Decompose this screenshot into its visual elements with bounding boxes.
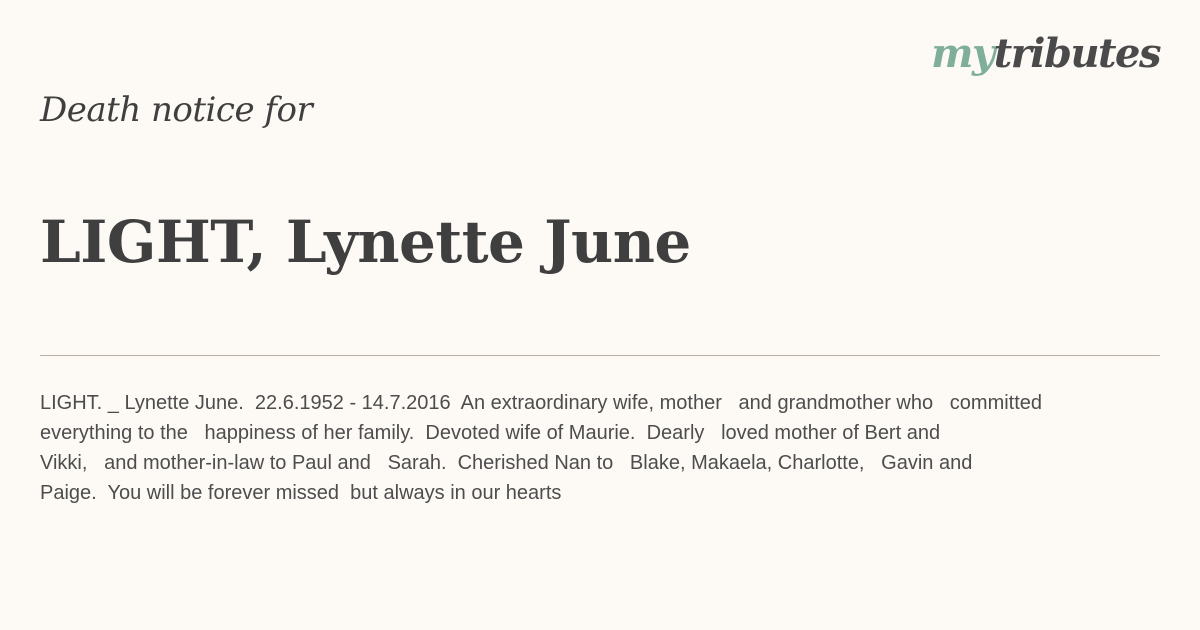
notice-line: LIGHT. _ Lynette June. 22.6.1952 - 14.7.2016 An extraordinary wife, mother and grandmother who committed	[40, 392, 1043, 414]
mytributes-logo[interactable]	[931, 30, 1160, 77]
divider	[40, 355, 1160, 356]
notice-line: Paige. You will be forever missed but always in our hearts	[40, 482, 562, 504]
deceased-name: LIGHT, Lynette June	[40, 208, 691, 276]
notice-line: everything to the happiness of her family. Devoted wife of Maurie. Dearly loved mother of Bert and	[40, 422, 941, 444]
logo-part-my: my	[931, 30, 994, 77]
notice-line: Vikki, and mother-in-law to Paul and Sarah. Cherished Nan to Blake, Makaela, Charlotte, Gavin and	[40, 452, 973, 474]
logo-part-tributes: tributes	[993, 30, 1160, 77]
death-notice-subtitle: Death notice for	[40, 90, 313, 130]
notice-text	[40, 388, 1160, 508]
